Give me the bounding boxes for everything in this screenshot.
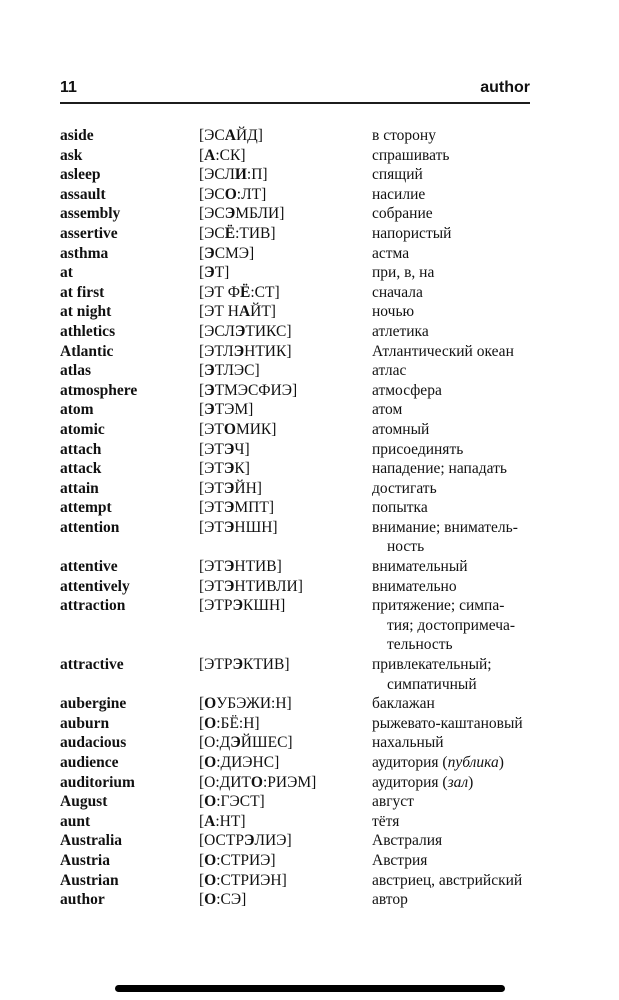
dictionary-entry	[60, 400, 560, 420]
dictionary-entry	[60, 381, 560, 401]
translation-line: автор	[372, 891, 408, 909]
headword: Australia	[60, 832, 122, 850]
headword: Austria	[60, 851, 110, 869]
transcription: [ЭСАЙД]	[199, 127, 263, 144]
transcription: [ЭСО:ЛТ]	[199, 185, 267, 203]
dictionary-entry	[60, 733, 560, 753]
headword: atlas	[60, 362, 91, 380]
progress-bar	[115, 985, 505, 992]
translation-line: достигать	[372, 479, 437, 497]
transcription: [А:СК]	[199, 146, 246, 164]
translation	[372, 400, 560, 420]
dictionary-entry	[60, 479, 560, 499]
transcription: [ОУБЭЖИ:Н]	[199, 695, 292, 713]
headword: auditorium	[60, 773, 135, 791]
headword: assembly	[60, 205, 121, 223]
running-head-word: author	[480, 79, 530, 96]
translation	[372, 459, 560, 479]
dictionary-entry	[60, 753, 560, 773]
headword: attraction	[60, 597, 126, 615]
headword: assertive	[60, 224, 118, 242]
translation-line: сначала	[372, 283, 423, 301]
translation-line: рыжевато-каштановый	[372, 714, 523, 732]
translation-line: атлетика	[372, 322, 429, 340]
headword: attach	[60, 440, 102, 458]
translation-line: насилие	[372, 185, 426, 203]
headword: atom	[60, 401, 94, 419]
translation-line: атом	[372, 401, 403, 419]
translation	[372, 283, 560, 303]
dictionary-entry	[60, 342, 560, 362]
headword: August	[60, 793, 108, 811]
translation	[372, 204, 560, 224]
transcription: [О:СТРИЭН]	[199, 871, 287, 889]
translation-line: август	[372, 793, 414, 811]
transcription: [О:ДИТО:РИЭМ]	[199, 773, 317, 791]
translation	[372, 655, 560, 694]
translation-line: собрание	[372, 205, 433, 223]
dictionary-entry	[60, 420, 560, 440]
dictionary-entry	[60, 165, 560, 185]
transcription: [О:БЁ:Н]	[199, 714, 260, 732]
transcription: [О:ДЭЙШЕС]	[199, 734, 293, 752]
translation-line: баклажан	[372, 695, 435, 713]
translation	[372, 126, 560, 146]
transcription: [ЭТРЭКТИВ]	[199, 656, 290, 674]
translation-line: аудитория (публика)	[372, 754, 504, 771]
transcription: [ЭТЭК]	[199, 460, 250, 478]
transcription: [ОСТРЭЛИЭ]	[199, 832, 292, 850]
dictionary-entry	[60, 244, 560, 264]
dictionary-entry	[60, 714, 560, 734]
transcription: [ЭТЭМ]	[199, 401, 254, 419]
entries-list	[60, 126, 560, 910]
translation	[372, 557, 560, 577]
transcription: [ЭСЁ:ТИВ]	[199, 224, 276, 242]
transcription: [ЭТ]	[199, 264, 230, 282]
translation	[372, 322, 560, 342]
dictionary-entry	[60, 773, 560, 793]
transcription: [ЭТЛЭНТИК]	[199, 342, 292, 360]
headword: audience	[60, 754, 119, 771]
translation-line: австриец, австрийский	[372, 871, 523, 889]
translation-line: внимание; вниматель-	[372, 518, 518, 536]
headword: audacious	[60, 734, 127, 752]
translation-line: спящий	[372, 166, 423, 184]
headword: asleep	[60, 166, 101, 184]
dictionary-entry	[60, 831, 560, 851]
dictionary-entry	[60, 146, 560, 166]
translation	[372, 263, 560, 283]
headword: attentively	[60, 577, 130, 595]
translation	[372, 244, 560, 264]
headword: aside	[60, 127, 94, 144]
translation-line: тия; достопримеча-	[387, 616, 516, 634]
translation-line: притяжение; симпа-	[372, 597, 505, 615]
dictionary-entry	[60, 851, 560, 871]
transcription: [ЭТ НАЙТ]	[199, 303, 276, 321]
dictionary-entry	[60, 498, 560, 518]
headword: at night	[60, 303, 112, 321]
translation-line: нахальный	[372, 734, 444, 752]
transcription: [ЭСЭМБЛИ]	[199, 205, 285, 223]
transcription: [ЭТЭНШН]	[199, 518, 278, 536]
translation-line: присоединять	[372, 440, 464, 458]
translation-line: привлекательный;	[372, 656, 492, 674]
translation	[372, 381, 560, 401]
translation-line: симпатичный	[387, 675, 477, 693]
dictionary-entry	[60, 185, 560, 205]
headword: ask	[60, 146, 83, 164]
translation	[372, 185, 560, 205]
translation	[372, 498, 560, 518]
headword: assault	[60, 185, 106, 203]
transcription: [ЭТМЭСФИЭ]	[199, 381, 298, 399]
dictionary-entry	[60, 694, 560, 714]
translation	[372, 753, 560, 773]
translation-line: Австрия	[372, 851, 428, 869]
page-number: 11	[60, 79, 77, 96]
dictionary-entry	[60, 577, 560, 597]
transcription: [О:СЭ]	[199, 891, 247, 909]
translation	[372, 440, 560, 460]
dictionary-entry	[60, 890, 560, 910]
page-header	[60, 79, 530, 104]
transcription: [А:НТ]	[199, 812, 246, 830]
translation	[372, 479, 560, 499]
translation	[372, 596, 560, 655]
translation-line: нападение; нападать	[372, 460, 507, 478]
dictionary-entry	[60, 557, 560, 577]
headword: at first	[60, 283, 105, 301]
transcription: [ЭТЭНТИВ]	[199, 558, 282, 576]
translation	[372, 773, 560, 793]
translation-line: напористый	[372, 224, 452, 242]
translation	[372, 792, 560, 812]
translation-line: внимательно	[372, 577, 457, 595]
dictionary-entry	[60, 812, 560, 832]
translation	[372, 831, 560, 851]
headword: Austrian	[60, 871, 119, 889]
transcription: [ЭСЛИ:П]	[199, 166, 268, 184]
transcription: [ЭСМЭ]	[199, 244, 255, 262]
dictionary-entry	[60, 263, 560, 283]
translation	[372, 165, 560, 185]
translation	[372, 733, 560, 753]
dictionary-entry	[60, 459, 560, 479]
transcription: [ЭТРЭКШН]	[199, 597, 286, 615]
translation	[372, 714, 560, 734]
translation-line: спрашивать	[372, 146, 450, 164]
transcription: [ЭТЛЭС]	[199, 362, 260, 380]
headword: atomic	[60, 420, 105, 438]
translation-line: внимательный	[372, 558, 468, 576]
translation-line: Атлантический океан	[372, 342, 514, 360]
translation-line: при, в, на	[372, 264, 435, 282]
headword: atmosphere	[60, 381, 138, 399]
translation-line: атмосфера	[372, 381, 442, 399]
transcription: [О:ГЭСТ]	[199, 793, 265, 811]
dictionary-entry	[60, 518, 560, 557]
translation-line: ность	[387, 538, 425, 556]
transcription: [О:СТРИЭ]	[199, 851, 276, 869]
dictionary-entry	[60, 283, 560, 303]
headword: author	[60, 891, 105, 909]
headword: Atlantic	[60, 342, 114, 360]
headword: attempt	[60, 499, 112, 517]
dictionary-entry	[60, 322, 560, 342]
translation	[372, 224, 560, 244]
headword: attain	[60, 479, 99, 497]
dictionary-entry	[60, 302, 560, 322]
dictionary-entry	[60, 224, 560, 244]
dictionary-entry	[60, 204, 560, 224]
transcription: [О:ДИЭНС]	[199, 754, 280, 771]
headword: aunt	[60, 812, 91, 830]
headword: attentive	[60, 558, 118, 576]
translation-line: попытка	[372, 499, 428, 517]
translation	[372, 890, 560, 910]
dictionary-entry	[60, 361, 560, 381]
headword: attention	[60, 518, 120, 536]
translation-line: Австралия	[372, 832, 443, 850]
translation	[372, 302, 560, 322]
transcription: [ЭТЭНТИВЛИ]	[199, 577, 303, 595]
translation	[372, 851, 560, 871]
translation-line: астма	[372, 244, 410, 262]
translation	[372, 420, 560, 440]
translation-line: атлас	[372, 362, 407, 380]
translation	[372, 812, 560, 832]
translation-line: тётя	[372, 812, 400, 830]
translation-line: тельность	[387, 636, 453, 654]
transcription: [ЭТ ФЁ:СТ]	[199, 283, 280, 301]
transcription: [ЭТЭЙН]	[199, 479, 262, 497]
translation	[372, 342, 560, 362]
dictionary-entry	[60, 126, 560, 146]
transcription: [ЭТЭЧ]	[199, 440, 250, 458]
translation	[372, 361, 560, 381]
translation	[372, 577, 560, 597]
headword: asthma	[60, 244, 109, 262]
dictionary-entry	[60, 871, 560, 891]
dictionary-entry	[60, 596, 560, 655]
translation	[372, 694, 560, 714]
translation	[372, 871, 560, 891]
transcription: [ЭСЛЭТИКС]	[199, 322, 292, 340]
translation-line: в сторону	[372, 127, 436, 144]
dictionary-entry	[60, 440, 560, 460]
headword: attack	[60, 460, 102, 478]
dictionary-entry	[60, 655, 560, 694]
translation-line: атомный	[372, 420, 430, 438]
translation-line: аудитория (зал)	[372, 773, 474, 791]
headword: at	[60, 264, 73, 282]
translation-line: ночью	[372, 303, 415, 321]
headword: athletics	[60, 322, 116, 340]
translation	[372, 518, 560, 557]
headword: attractive	[60, 656, 124, 674]
headword: auburn	[60, 714, 110, 732]
dictionary-entry	[60, 792, 560, 812]
headword: aubergine	[60, 695, 127, 713]
transcription: [ЭТОМИК]	[199, 420, 277, 438]
translation	[372, 146, 560, 166]
transcription: [ЭТЭМПТ]	[199, 499, 274, 517]
